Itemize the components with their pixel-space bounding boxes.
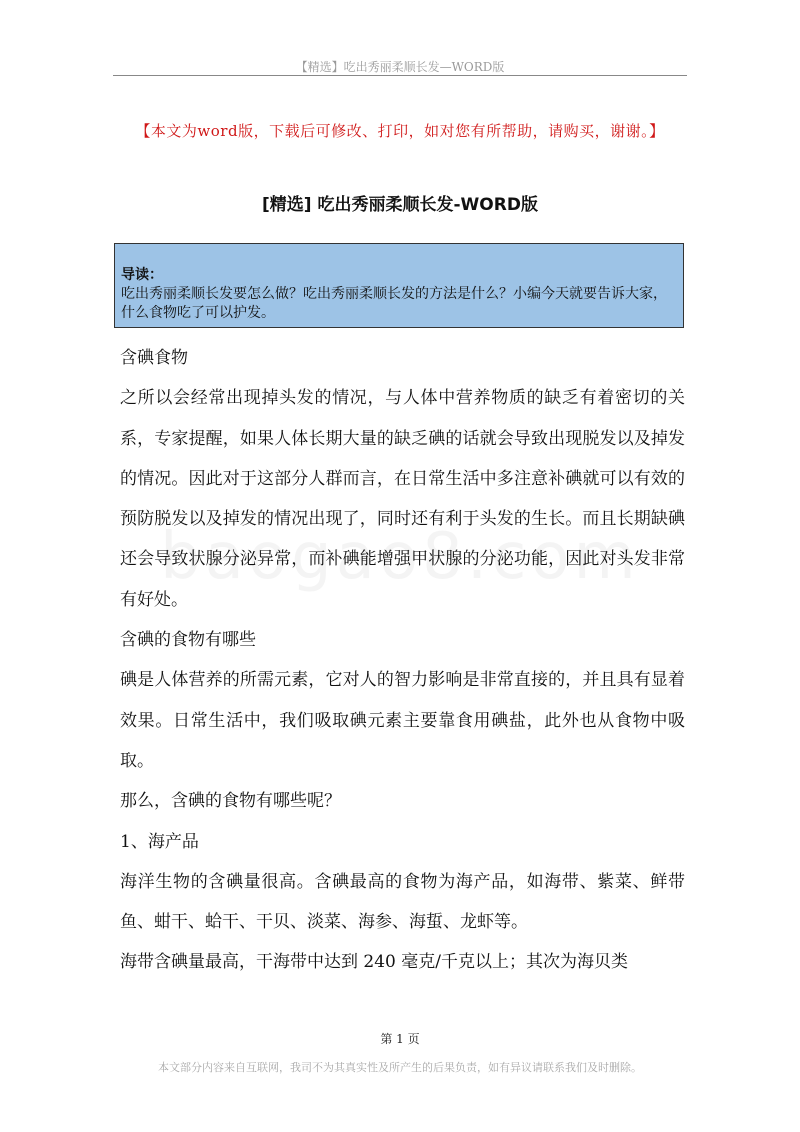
abstract-label: 导读： [121, 267, 163, 283]
body-paragraph: 碘是人体营养的所需元素，它对人的智力影响是非常直接的，并且具有显着效果。日常生活中，我们吸取碘元素主要靠食用碘盐，此外也从食物中吸取。 [120, 670, 685, 771]
word-version-notice: 【本文为word版，下载后可修改、打印，如对您有所帮助，请购买，谢谢。】 [135, 122, 665, 140]
section-heading: 含碘食物 [120, 348, 188, 368]
header-divider [113, 75, 687, 76]
page-number: 第 1 页 [380, 1032, 420, 1046]
section-heading: 1、海产品 [120, 831, 199, 852]
document-body [120, 338, 685, 983]
abstract-box [114, 243, 684, 328]
body-paragraph: 那么，含碘的食物有哪些呢？ [120, 791, 341, 812]
body-paragraph: 之所以会经常出现掉头发的情况，与人体中营养物质的缺乏有着密切的关系，专家提醒，如果人体长期大量的缺乏碘的话就会导致出现脱发以及掉发的情况。因此对于这部分人群而言，在日常生活中多注意补碘就可以有效的预防脱发以及掉发的情况出现了，同时还有利于头发的生长。而且长期缺碘还会导致状腺分泌异常，而补碘能增强甲状腺的分泌功能，因此对头发非常有好处。 [120, 388, 685, 610]
section-heading: 含碘的食物有哪些 [120, 630, 256, 651]
footer-disclaimer: 本文部分内容来自互联网，我司不为其真实性及所产生的后果负责，如有异议请联系我们及时删除。 [158, 1061, 642, 1074]
document-title: [精选] 吃出秀丽柔顺长发-WORD版 [262, 195, 538, 215]
body-paragraph: 海洋生物的含碘量很高。含碘最高的食物为海产品，如海带、紫菜、鲜带鱼、蚶干、蛤干、干贝、淡菜、海参、海蜇、龙虾等。 [120, 871, 685, 933]
page-header: 【精选】吃出秀丽柔顺长发—WORD版 [295, 60, 505, 74]
abstract-text: 吃出秀丽柔顺长发要怎么做？吃出秀丽柔顺长发的方法是什么？小编今天就要告诉大家，什么食物吃了可以护发。 [121, 286, 667, 321]
body-paragraph: 海带含碘量最高，干海带中达到 240 毫克/千克以上；其次为海贝类 [120, 952, 628, 973]
